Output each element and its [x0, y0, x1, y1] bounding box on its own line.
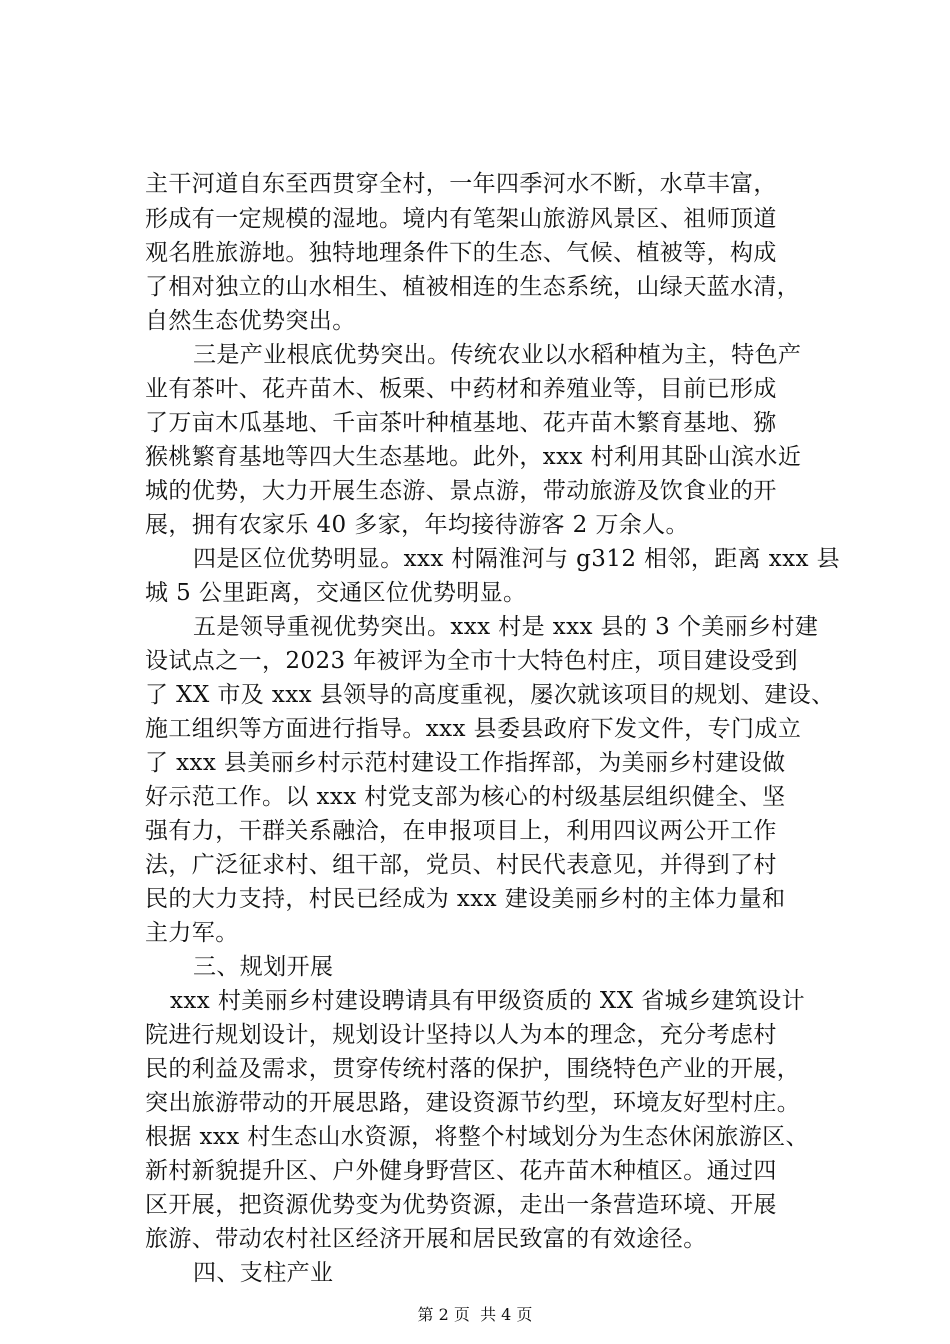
text-line: 自然生态优势突出。 — [145, 308, 356, 334]
text-line: 突出旅游带动的开展思路，建设资源节约型，环境友好型村庄。 — [145, 1090, 801, 1116]
text-line: 民的利益及需求，贯穿传统村落的保护，围绕特色产业的开展， — [145, 1056, 801, 1082]
text-line: 主力军。 — [145, 920, 239, 946]
text-line: 四是区位优势明显。xxx 村隔淮河与 g312 相邻，距离 xxx 县 — [193, 546, 841, 572]
text-line: 城的优势，大力开展生态游、景点游，带动旅游及饮食业的开 — [145, 478, 777, 504]
text-line: 区开展，把资源优势变为优势资源，走出一条营造环境、开展 — [145, 1192, 777, 1218]
text-line: 法，广泛征求村、组干部，党员、村民代表意见，并得到了村 — [145, 852, 777, 878]
text-line: 了相对独立的山水相生、植被相连的生态系统，山绿天蓝水清， — [145, 274, 801, 300]
text-line: 根据 xxx 村生态山水资源，将整个村域划分为生态休闲旅游区、 — [145, 1124, 809, 1150]
text-line: 了万亩木瓜基地、千亩茶叶种植基地、花卉苗木繁育基地、猕 — [145, 410, 777, 436]
page-footer: 第 2 页 共 4 页 — [417, 1305, 533, 1324]
text-line: 观名胜旅游地。独特地理条件下的生态、气候、植被等，构成 — [145, 240, 777, 266]
section-heading: 四、支柱产业 — [193, 1260, 334, 1286]
text-line: 五是领导重视优势突出。xxx 村是 xxx 县的 3 个美丽乡村建 — [193, 614, 819, 640]
text-line: 业有茶叶、花卉苗木、板栗、中药材和养殖业等，目前已形成 — [145, 376, 777, 402]
text-line: 主干河道自东至西贯穿全村，一年四季河水不断，水草丰富， — [145, 171, 777, 197]
text-line: 城 5 公里距离，交通区位优势明显。 — [145, 580, 527, 606]
text-line: 设试点之一，2023 年被评为全市十大特色村庄，项目建设受到 — [145, 648, 798, 674]
text-line: 强有力，干群关系融洽，在申报项目上，利用四议两公开工作 — [145, 818, 777, 844]
text-line: xxx 村美丽乡村建设聘请具有甲级资质的 XX 省城乡建筑设计 — [170, 988, 805, 1014]
text-line: 旅游、带动农村社区经济开展和居民致富的有效途径。 — [145, 1226, 707, 1252]
text-line: 院进行规划设计，规划设计坚持以人为本的理念，充分考虑村 — [145, 1022, 777, 1048]
text-line: 形成有一定规模的湿地。境内有笔架山旅游风景区、祖师顶道 — [145, 206, 777, 232]
text-line: 新村新貌提升区、户外健身野营区、花卉苗木种植区。通过四 — [145, 1158, 777, 1184]
text-line: 猴桃繁育基地等四大生态基地。此外，xxx 村利用其卧山滨水近 — [145, 444, 802, 470]
text-line: 三是产业根底优势突出。传统农业以水稻种植为主，特色产 — [193, 342, 802, 368]
text-line: 展，拥有农家乐 40 多家，年均接待游客 2 万余人。 — [145, 512, 689, 538]
section-heading: 三、规划开展 — [193, 954, 334, 980]
text-line: 了 xxx 县美丽乡村示范村建设工作指挥部，为美丽乡村建设做 — [145, 750, 786, 776]
text-line: 施工组织等方面进行指导。xxx 县委县政府下发文件，专门成立 — [145, 716, 802, 742]
text-line: 了 XX 市及 xxx 县领导的高度重视，屡次就该项目的规划、建设、 — [145, 682, 835, 708]
text-line: 民的大力支持，村民已经成为 xxx 建设美丽乡村的主体力量和 — [145, 886, 786, 912]
text-line: 好示范工作。以 xxx 村党支部为核心的村级基层组织健全、坚 — [145, 784, 786, 810]
